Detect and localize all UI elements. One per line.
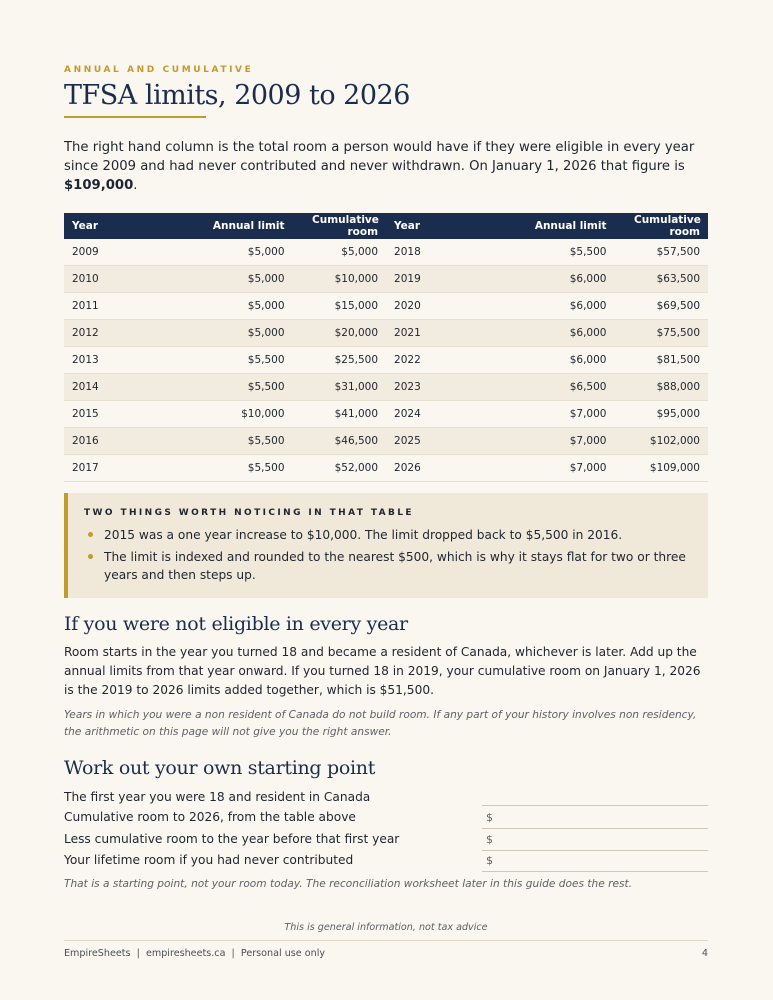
cell-year: 2013: [64, 347, 150, 374]
cell-cumulative-room: $10,000: [293, 266, 387, 293]
cell-cumulative-room: $41,000: [293, 401, 387, 428]
cell-annual-limit: $5,500: [150, 347, 292, 374]
cell-year: 2018: [386, 239, 472, 266]
table-row: [64, 428, 708, 455]
cell-year: 2020: [386, 293, 472, 320]
cell-annual-limit: $6,000: [472, 347, 614, 374]
cell-year: 2014: [64, 374, 150, 401]
cell-year: 2026: [386, 455, 472, 482]
header-annual-limit-1: Annual limit: [150, 213, 292, 239]
currency-prefix: $: [486, 854, 493, 867]
cell-annual-limit: $5,000: [150, 266, 292, 293]
cell-year: 2015: [64, 401, 150, 428]
cumulative-room-field[interactable]: [482, 808, 708, 829]
worksheet-note: That is a starting point, not your room today. The reconciliation worksheet later in this guide does the rest.: [64, 878, 633, 890]
cell-annual-limit: $6,000: [472, 266, 614, 293]
title-underline: [64, 116, 206, 118]
bullet-dot-icon: [88, 554, 93, 559]
callout-item-text: The limit is indexed and rounded to the nearest $500, which is why it stays flat for two or three years and then steps up.: [104, 550, 686, 582]
first-year-field[interactable]: [482, 788, 708, 809]
page-title: TFSA limits, 2009 to 2026: [64, 80, 410, 111]
cell-year: 2012: [64, 320, 150, 347]
cell-year: 2010: [64, 266, 150, 293]
intro-paragraph: [64, 138, 708, 195]
cell-cumulative-room: $109,000: [614, 455, 708, 482]
table-header-row: [64, 213, 708, 239]
table-row: [64, 266, 708, 293]
cell-annual-limit: $6,500: [472, 374, 614, 401]
cell-year: 2009: [64, 239, 150, 266]
cell-annual-limit: $7,000: [472, 401, 614, 428]
cell-cumulative-room: $46,500: [293, 428, 387, 455]
eligibility-paragraph: Room starts in the year you turned 18 and became a resident of Canada, whichever is later. Add up the annual limits from that year onward. If you turned 18 in 2019, your cumulative room on January 1, 2026 is the 2019 to 2026 limits added together, which is $51,500.: [64, 645, 701, 697]
cell-cumulative-room: $57,500: [614, 239, 708, 266]
cell-cumulative-room: $31,000: [293, 374, 387, 401]
intro-bold-total: $109,000: [64, 178, 134, 193]
cell-year: 2022: [386, 347, 472, 374]
tfsa-limits-table: [64, 213, 708, 482]
cell-cumulative-room: $5,000: [293, 239, 387, 266]
cell-year: 2019: [386, 266, 472, 293]
callout-item: [84, 526, 694, 544]
cell-annual-limit: $7,000: [472, 455, 614, 482]
intro-end: .: [133, 178, 138, 193]
table-row: [64, 347, 708, 374]
header-cumulative-room-1-text: Cumulative room: [312, 214, 379, 238]
cell-annual-limit: $6,000: [472, 320, 614, 347]
cell-cumulative-room: $25,500: [293, 347, 387, 374]
cell-annual-limit: $5,500: [150, 428, 292, 455]
cell-annual-limit: $5,500: [472, 239, 614, 266]
cell-cumulative-room: $52,000: [293, 455, 387, 482]
header-cumulative-room-2-text: Cumulative room: [634, 214, 701, 238]
callout-list: [84, 526, 694, 588]
worksheet-row-first-year: [64, 788, 708, 809]
table-row: [64, 320, 708, 347]
worksheet-label: Cumulative room to 2026, from the table above: [64, 810, 356, 824]
cell-cumulative-room: $63,500: [614, 266, 708, 293]
footer-rule: [64, 940, 708, 941]
cell-cumulative-room: $20,000: [293, 320, 387, 347]
callout-box: [64, 493, 708, 598]
bullet-dot-icon: [88, 532, 93, 537]
table-row: [64, 455, 708, 482]
callout-item-text: 2015 was a one year increase to $10,000. The limit dropped back to $5,500 in 2016.: [104, 528, 623, 542]
section-heading-worksheet: Work out your own starting point: [64, 757, 376, 779]
cell-annual-limit: $5,500: [150, 455, 292, 482]
worksheet-label: Less cumulative room to the year before that first year: [64, 832, 400, 846]
cell-cumulative-room: $75,500: [614, 320, 708, 347]
less-prior-room-field[interactable]: [482, 830, 708, 851]
table-row: [64, 293, 708, 320]
cell-cumulative-room: $88,000: [614, 374, 708, 401]
worksheet-row-cumulative: [64, 808, 708, 829]
page-number: 4: [701, 948, 708, 959]
header-year-2: Year: [386, 213, 472, 239]
cell-year: 2011: [64, 293, 150, 320]
footer-text: EmpireSheets | empiresheets.ca | Personal use only: [64, 948, 326, 959]
cell-cumulative-room: $15,000: [293, 293, 387, 320]
table-row: [64, 374, 708, 401]
intro-text: The right hand column is the total room a person would have if they were eligible in every year since 2009 and had never contributed and never withdrawn. On January 1, 2026 that figure is: [64, 140, 695, 174]
cell-cumulative-room: $95,000: [614, 401, 708, 428]
table-row: [64, 239, 708, 266]
cell-cumulative-room: $102,000: [614, 428, 708, 455]
cell-year: 2016: [64, 428, 150, 455]
cell-year: 2024: [386, 401, 472, 428]
callout-item: [84, 548, 694, 584]
cell-annual-limit: $7,000: [472, 428, 614, 455]
lifetime-room-field[interactable]: [482, 851, 708, 872]
header-annual-limit-2: Annual limit: [472, 213, 614, 239]
callout-title: TWO THINGS WORTH NOTICING IN THAT TABLE: [84, 508, 414, 518]
header-cumulative-room-2: [614, 213, 708, 239]
header-cumulative-room-1: [293, 213, 387, 239]
cell-year: 2023: [386, 374, 472, 401]
worksheet-label: Your lifetime room if you had never contributed: [64, 853, 354, 867]
cell-cumulative-room: $81,500: [614, 347, 708, 374]
worksheet-label: The first year you were 18 and resident in Canada: [64, 790, 371, 804]
cell-cumulative-room: $69,500: [614, 293, 708, 320]
cell-annual-limit: $5,000: [150, 293, 292, 320]
header-year-1: Year: [64, 213, 150, 239]
cell-year: 2021: [386, 320, 472, 347]
non-residency-note: Years in which you were a non resident of Canada do not build room. If any part of your history involves non residency, the arithmetic on this page will not give you the right answer.: [64, 709, 697, 738]
eyebrow-label: ANNUAL AND CUMULATIVE: [64, 65, 254, 75]
disclaimer: This is general information, not tax advice: [284, 922, 488, 933]
cell-annual-limit: $5,500: [150, 374, 292, 401]
worksheet-row-lifetime: [64, 851, 708, 872]
cell-annual-limit: $10,000: [150, 401, 292, 428]
worksheet-row-less-prior: [64, 830, 708, 851]
cell-year: 2025: [386, 428, 472, 455]
cell-annual-limit: $5,000: [150, 239, 292, 266]
section-heading-eligibility: If you were not eligible in every year: [64, 613, 408, 635]
cell-annual-limit: $6,000: [472, 293, 614, 320]
currency-prefix: $: [486, 833, 493, 846]
table-row: [64, 401, 708, 428]
cell-year: 2017: [64, 455, 150, 482]
cell-annual-limit: $5,000: [150, 320, 292, 347]
currency-prefix: $: [486, 811, 493, 824]
